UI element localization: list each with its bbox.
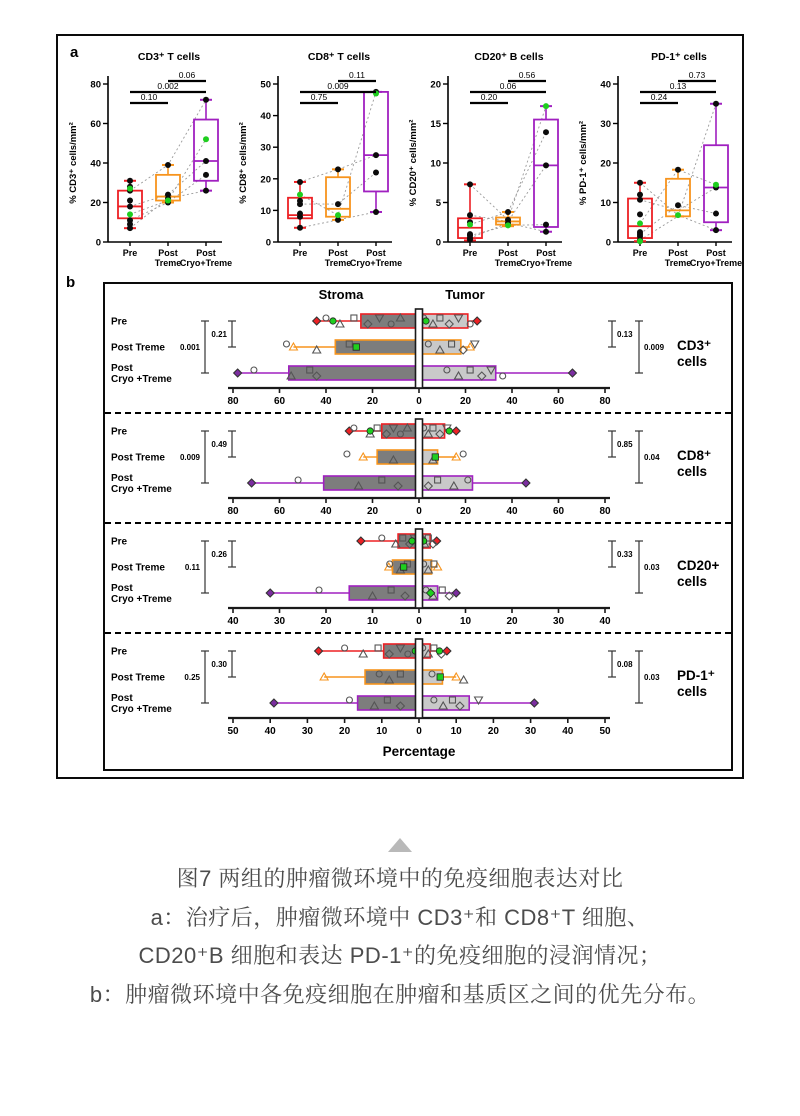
svg-text:Post: Post (111, 363, 133, 374)
svg-text:Pre: Pre (111, 646, 128, 658)
svg-text:Post: Post (536, 248, 556, 258)
svg-text:Post: Post (366, 248, 386, 258)
svg-text:0.30: 0.30 (211, 660, 227, 669)
svg-text:10: 10 (376, 726, 388, 737)
caption-line-2: a：治疗后，肿瘤微环境中 CD3⁺和 CD8⁺T 细胞、 (150, 904, 650, 930)
svg-text:Cryo +Treme: Cryo +Treme (111, 484, 172, 495)
x-axis-title: Percentage (382, 744, 456, 759)
svg-text:0.25: 0.25 (184, 673, 200, 682)
svg-text:% CD20⁺ cells/mm²: % CD20⁺ cells/mm² (408, 119, 419, 207)
svg-text:Cryo+Treme: Cryo+Treme (179, 258, 233, 268)
svg-text:0: 0 (95, 237, 101, 249)
svg-text:50: 50 (599, 726, 611, 737)
svg-text:0: 0 (416, 726, 422, 737)
svg-text:15: 15 (430, 119, 441, 130)
collapse-triangle-icon[interactable] (388, 838, 412, 852)
svg-text:60: 60 (273, 396, 286, 407)
svg-text:Cryo+Treme: Cryo+Treme (689, 258, 743, 268)
svg-text:Cryo+Treme: Cryo+Treme (519, 258, 573, 268)
boxplot-pd1 (574, 40, 744, 280)
svg-text:Treme: Treme (154, 258, 182, 268)
svg-text:PD-1⁺: PD-1⁺ (677, 668, 715, 683)
svg-text:PD-1⁺ cells: PD-1⁺ cells (651, 51, 707, 63)
svg-text:30: 30 (552, 616, 565, 627)
svg-text:0.08: 0.08 (617, 660, 633, 669)
svg-text:Treme: Treme (494, 258, 522, 268)
svg-text:20: 20 (600, 158, 611, 170)
svg-text:Pre: Pre (292, 248, 308, 258)
svg-text:40: 40 (320, 396, 332, 407)
svg-text:Post: Post (706, 248, 726, 258)
svg-text:0.13: 0.13 (617, 330, 633, 339)
svg-text:10: 10 (430, 158, 441, 170)
tumor-header: Tumor (445, 287, 485, 302)
svg-text:20: 20 (366, 396, 379, 407)
svg-text:CD3⁺: CD3⁺ (677, 338, 712, 353)
svg-text:0: 0 (416, 506, 422, 517)
svg-text:30: 30 (600, 119, 611, 130)
svg-text:0: 0 (265, 237, 271, 249)
svg-text:40: 40 (90, 158, 101, 170)
panel-b-label: b (66, 274, 76, 291)
svg-text:Post: Post (328, 248, 348, 258)
svg-text:0: 0 (416, 396, 422, 407)
svg-text:0.24: 0.24 (650, 92, 668, 102)
svg-text:0.56: 0.56 (518, 70, 536, 80)
svg-text:10: 10 (366, 616, 379, 627)
svg-text:0: 0 (605, 237, 611, 249)
figure-image (56, 34, 744, 779)
svg-text:cells: cells (677, 684, 708, 699)
svg-text:30: 30 (301, 726, 313, 737)
svg-text:Post: Post (158, 248, 178, 258)
svg-text:Pre: Pre (462, 248, 478, 258)
caption-line-1: 图7 两组的肿瘤微环境中的免疫细胞表达对比 (176, 866, 624, 891)
boxplot-cd8 (234, 40, 404, 280)
figure-caption (0, 860, 800, 1014)
svg-text:% CD8⁺ cells/mm²: % CD8⁺ cells/mm² (238, 122, 249, 204)
svg-text:30: 30 (273, 616, 286, 627)
mirrorbar-cd8 (105, 414, 731, 524)
svg-text:Post Treme: Post Treme (111, 452, 165, 464)
svg-text:CD8⁺: CD8⁺ (677, 448, 712, 463)
svg-text:0.11: 0.11 (184, 563, 200, 572)
svg-text:0.10: 0.10 (140, 92, 158, 102)
svg-text:Pre: Pre (122, 248, 138, 258)
svg-text:40: 40 (506, 396, 518, 407)
svg-text:80: 80 (599, 396, 611, 407)
panel-b-chart (103, 282, 733, 771)
mirrorbar-cd20 (105, 524, 731, 634)
svg-text:40: 40 (320, 506, 332, 517)
boxplot-cd20 (404, 40, 574, 280)
svg-text:Pre: Pre (111, 536, 128, 548)
svg-text:CD20⁺ B cells: CD20⁺ B cells (474, 51, 544, 63)
svg-text:cells: cells (677, 354, 708, 369)
svg-text:60: 60 (273, 506, 286, 517)
svg-text:20: 20 (320, 616, 332, 627)
svg-text:CD8⁺ T cells: CD8⁺ T cells (307, 51, 371, 63)
panel-a-label: a (70, 44, 79, 61)
svg-text:Post: Post (111, 693, 133, 704)
mirrorbar-cd3 (105, 304, 731, 414)
svg-text:0.06: 0.06 (178, 70, 196, 80)
svg-text:30: 30 (260, 142, 271, 154)
svg-text:0.009: 0.009 (327, 81, 349, 91)
svg-text:Treme: Treme (664, 258, 692, 268)
svg-text:40: 40 (600, 79, 611, 91)
svg-text:cells: cells (677, 574, 708, 589)
svg-text:Post: Post (498, 248, 518, 258)
svg-text:0.13: 0.13 (669, 81, 687, 91)
svg-text:40: 40 (506, 506, 518, 517)
caption-line-4: b：肿瘤微环境中各免疫细胞在肿瘤和基质区之间的优先分布。 (89, 981, 711, 1007)
svg-text:CD20+: CD20+ (677, 558, 720, 573)
svg-text:20: 20 (339, 726, 351, 737)
svg-text:20: 20 (487, 726, 499, 737)
svg-text:50: 50 (227, 726, 239, 737)
panel-b-header (105, 284, 731, 304)
svg-text:0.03: 0.03 (644, 673, 660, 682)
svg-text:Cryo +Treme: Cryo +Treme (111, 374, 172, 385)
svg-text:0.33: 0.33 (617, 550, 633, 559)
svg-text:60: 60 (552, 506, 565, 517)
svg-text:0.85: 0.85 (617, 440, 633, 449)
svg-text:Pre: Pre (111, 426, 128, 438)
svg-text:10: 10 (450, 726, 462, 737)
svg-text:0.49: 0.49 (211, 440, 227, 449)
svg-text:60: 60 (552, 396, 565, 407)
svg-text:Cryo +Treme: Cryo +Treme (111, 704, 172, 715)
svg-text:10: 10 (260, 205, 271, 217)
svg-text:cells: cells (677, 464, 708, 479)
svg-text:Post: Post (111, 473, 133, 484)
svg-text:60: 60 (90, 119, 101, 130)
svg-text:Cryo +Treme: Cryo +Treme (111, 594, 172, 605)
panel-b-footer (105, 742, 731, 766)
svg-text:0.009: 0.009 (179, 453, 200, 462)
svg-text:0.75: 0.75 (310, 92, 328, 102)
boxplot-cd3 (64, 40, 234, 280)
svg-text:Post Treme: Post Treme (111, 562, 165, 574)
svg-text:20: 20 (459, 396, 472, 407)
svg-text:40: 40 (260, 111, 271, 123)
mirrorbar-pd1 (105, 634, 731, 742)
svg-text:CD3⁺ T cells: CD3⁺ T cells (137, 51, 201, 63)
svg-text:Post Treme: Post Treme (111, 342, 165, 354)
svg-text:0.11: 0.11 (349, 70, 365, 80)
svg-text:20: 20 (260, 174, 271, 186)
svg-text:Pre: Pre (632, 248, 648, 258)
svg-text:5: 5 (435, 198, 441, 209)
svg-text:80: 80 (227, 396, 239, 407)
svg-text:0: 0 (435, 237, 441, 249)
svg-text:50: 50 (260, 79, 271, 91)
svg-text:Post Treme: Post Treme (111, 672, 165, 684)
stroma-header: Stroma (318, 287, 364, 302)
svg-text:Post: Post (111, 583, 133, 594)
svg-text:0.03: 0.03 (644, 563, 660, 572)
svg-text:20: 20 (366, 506, 379, 517)
svg-text:40: 40 (562, 726, 574, 737)
caption-line-3: CD20⁺B 细胞和表达 PD-1⁺的免疫细胞的浸润情况； (138, 943, 662, 968)
svg-text:20: 20 (459, 506, 472, 517)
svg-text:0.001: 0.001 (179, 343, 200, 352)
svg-text:20: 20 (506, 616, 518, 627)
svg-text:0.009: 0.009 (644, 343, 665, 352)
svg-text:0.73: 0.73 (688, 70, 706, 80)
svg-text:0.06: 0.06 (499, 81, 517, 91)
svg-text:0: 0 (416, 616, 422, 627)
svg-text:10: 10 (459, 616, 472, 627)
svg-text:10: 10 (600, 198, 611, 209)
svg-text:40: 40 (264, 726, 276, 737)
svg-text:0.002: 0.002 (157, 81, 179, 91)
svg-text:40: 40 (599, 616, 611, 627)
svg-text:80: 80 (227, 506, 239, 517)
svg-text:80: 80 (90, 79, 101, 91)
svg-text:30: 30 (525, 726, 537, 737)
svg-text:% CD3⁺ cells/mm²: % CD3⁺ cells/mm² (68, 122, 79, 204)
svg-text:20: 20 (430, 79, 441, 91)
svg-text:% PD-1⁺ cells/mm²: % PD-1⁺ cells/mm² (578, 120, 589, 206)
svg-text:Pre: Pre (111, 316, 128, 328)
panel-b-sections (105, 304, 731, 742)
svg-text:Post: Post (668, 248, 688, 258)
svg-text:20: 20 (90, 198, 101, 209)
svg-text:0.20: 0.20 (480, 92, 498, 102)
svg-text:Cryo+Treme: Cryo+Treme (349, 258, 403, 268)
svg-text:40: 40 (227, 616, 239, 627)
svg-text:0.26: 0.26 (211, 550, 227, 559)
svg-text:0.21: 0.21 (211, 330, 227, 339)
svg-text:Treme: Treme (324, 258, 352, 268)
svg-text:Post: Post (196, 248, 216, 258)
panel-a-boxplot-row (64, 40, 744, 280)
svg-text:0.04: 0.04 (644, 453, 660, 462)
svg-text:80: 80 (599, 506, 611, 517)
